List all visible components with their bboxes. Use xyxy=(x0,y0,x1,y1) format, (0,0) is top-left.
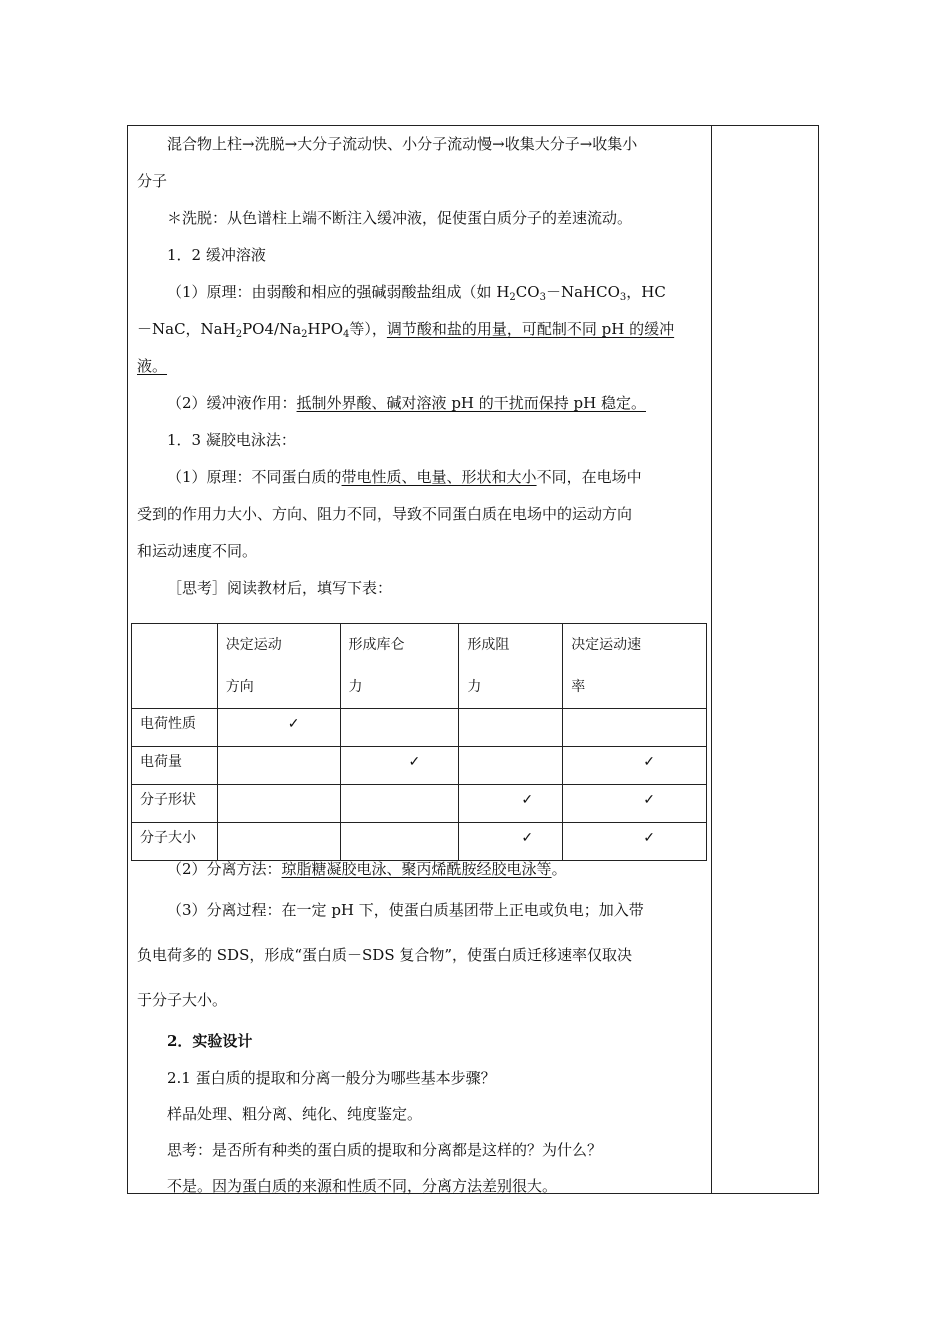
answer-2-1: 样品处理、粗分离、纯化、纯度鉴定。 xyxy=(167,1105,423,1123)
header-speed: 决定运动速 率 xyxy=(563,624,707,709)
flow-line-1: 混合物上柱→洗脱→大分子流动快、小分子流动慢→收集大分子→收集小 xyxy=(167,135,638,153)
row-label: 电荷性质 xyxy=(132,709,218,747)
check-icon: ✓ xyxy=(287,716,300,732)
gel-title: 1．3 凝胶电泳法： xyxy=(167,431,296,449)
check-icon: ✓ xyxy=(521,830,534,846)
separation-process-2: 负电荷多的 SDS，形成“蛋白质－SDS 复合物”，使蛋白质迁移速率仅取决 xyxy=(137,946,633,964)
think-table-header-row xyxy=(132,624,707,709)
separation-process-3: 于分子大小。 xyxy=(137,991,228,1009)
buffer-principle-line-1: （1）原理：由弱酸和相应的强碱弱酸盐组成（如 $H_2CO_3-NaHCO_3$，HC xyxy=(167,283,666,303)
check-mark-cell xyxy=(459,785,563,823)
check-mark-cell xyxy=(563,747,707,785)
row-label: 分子大小 xyxy=(132,823,218,861)
check-icon: ✓ xyxy=(643,754,655,770)
gel-principle-line-1: （1）原理：不同蛋白质的带电性质、电量、形状和大小不同，在电场中 xyxy=(167,468,642,486)
think-question: 思考：是否所有种类的蛋白质的提取和分离都是这样的？为什么？ xyxy=(167,1141,603,1159)
separation-method: （2）分离方法：琼脂糖凝胶电泳、聚丙烯酰胺经胶电泳等。 xyxy=(167,860,567,878)
check-mark-cell xyxy=(340,747,459,785)
main-column xyxy=(137,126,703,607)
buffer-function: （2）缓冲液作用：抵制外界酸、碱对溶液 pH 的干扰而保持 pH 稳定。 xyxy=(167,394,646,412)
row-label: 分子形状 xyxy=(132,785,218,823)
empty-cell xyxy=(340,709,459,747)
empty-cell xyxy=(217,785,340,823)
check-icon: ✓ xyxy=(643,830,655,846)
separation-method-underlined: 琼脂糖凝胶电泳、聚丙烯酰胺经胶电泳等 xyxy=(281,860,552,878)
separation-process-1: （3）分离过程：在一定 pH 下，使蛋白质基团带上正电或负电；加入带 xyxy=(167,901,644,919)
think-answer: 不是。因为蛋白质的来源和性质不同，分离方法差别很大。 xyxy=(167,1177,558,1195)
flow-line-2: 分子 xyxy=(137,172,168,190)
buffer-title: 1．2 缓冲溶液 xyxy=(167,246,266,264)
gel-principle-line-3: 和运动速度不同。 xyxy=(137,542,258,560)
empty-cell xyxy=(459,709,563,747)
elution-note: ＊洗脱：从色谱柱上端不断注入缓冲液，促使蛋白质分子的差速流动。 xyxy=(167,209,633,227)
lower-section xyxy=(137,851,703,1204)
think-table-row xyxy=(132,709,707,747)
buffer-principle-underlined: 调节酸和盐的用量，可配制不同 pH 的缓冲 xyxy=(386,320,675,338)
gel-principle-underlined: 带电性质、电量、形状和大小 xyxy=(341,468,537,486)
buffer-principle-line-3: 液。 xyxy=(137,357,168,375)
empty-cell xyxy=(459,747,563,785)
empty-cell xyxy=(340,785,459,823)
check-icon: ✓ xyxy=(521,792,534,808)
design-title: 2．实验设计 xyxy=(167,1032,253,1050)
gel-principle-line-2: 受到的作用力大小、方向、阻力不同，导致不同蛋白质在电场中的运动方向 xyxy=(137,505,633,523)
think-table xyxy=(131,623,707,861)
header-coulomb: 形成库仑 力 xyxy=(340,624,459,709)
check-icon: ✓ xyxy=(643,792,655,808)
check-mark-cell xyxy=(217,709,340,747)
row-label: 电荷量 xyxy=(132,747,218,785)
header-resistance: 形成阻 力 xyxy=(459,624,563,709)
header-direction: 决定运动 方向 xyxy=(217,624,340,709)
lesson-table-frame xyxy=(127,125,819,1194)
check-icon: ✓ xyxy=(408,754,421,770)
buffer-principle-line-2: －NaC，$NaH_2PO4/Na_2HPO_4$等），调节酸和盐的用量，可配制不同 pH 的缓冲 xyxy=(137,320,675,340)
check-mark-cell xyxy=(563,785,707,823)
question-2-1: 2.1 蛋白质的提取和分离一般分为哪些基本步骤？ xyxy=(167,1069,496,1087)
column-divider xyxy=(711,126,712,1193)
think-table-corner xyxy=(132,624,218,709)
think-table-row xyxy=(132,747,707,785)
think-prompt: ［思考］阅读教材后，填写下表： xyxy=(167,579,393,597)
empty-cell xyxy=(217,747,340,785)
buffer-function-underlined: 抵制外界酸、碱对溶液 pH 的干扰而保持 pH 稳定。 xyxy=(296,394,646,412)
think-table-row xyxy=(132,785,707,823)
empty-cell xyxy=(563,709,707,747)
